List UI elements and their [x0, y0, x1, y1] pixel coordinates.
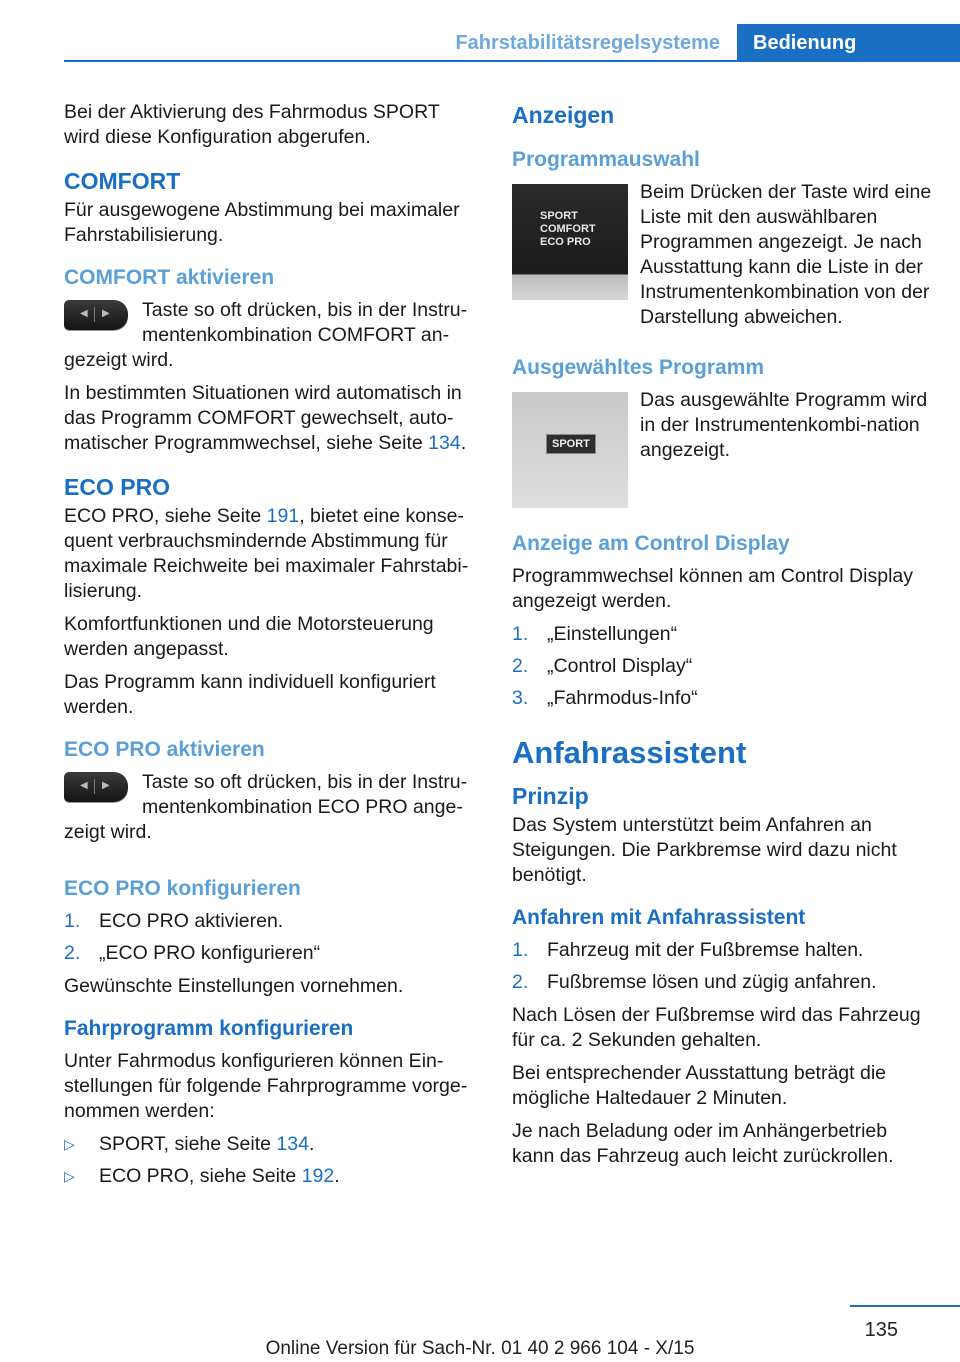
- list-item: 1. „Einstellungen“: [512, 623, 678, 645]
- fahrprogramm-list: [64, 1132, 476, 1189]
- arrow-left-icon: ◀: [80, 308, 88, 319]
- ecopro-paragraph-1: ECO PRO, siehe Seite 191, bietet eine konse‐quent verbrauchsmindernde Abstimmung für maximale Reichweite bei maximaler Fahrstabi‐lisierung.: [64, 505, 469, 602]
- anfahren-steps: [512, 938, 932, 995]
- right-column: [512, 100, 932, 1177]
- intro-paragraph: Bei der Aktivierung des Fahrmodus SPORT wird diese Konfiguration abgerufen.: [64, 101, 440, 148]
- ecopro-activate-block: [64, 770, 476, 853]
- selected-program-display-image: [512, 392, 628, 508]
- running-header-tab: Bedienung: [737, 24, 960, 62]
- control-display-steps: [512, 622, 932, 711]
- list-item: ▷ SPORT, siehe Seite 134.: [64, 1133, 315, 1155]
- mode-button-icon: [64, 772, 128, 802]
- running-header-section: Fahrstabilitätsregelsysteme: [455, 32, 720, 54]
- footer-text: Online Version für Sach-Nr. 01 40 2 966 104 - X/15: [265, 1338, 695, 1359]
- page-link-192[interactable]: 192: [301, 1165, 335, 1187]
- list-item: 1. ECO PRO aktivieren.: [64, 910, 284, 932]
- list-item: 2. Fußbremse lösen und zügig anfahren.: [512, 971, 877, 993]
- ecopro-configure-heading: ECO PRO konfigurieren: [64, 877, 301, 900]
- ecopro-paragraph-2: Komfortfunktionen und die Motorsteuerung werden angepasst.: [64, 613, 434, 660]
- list-item: 2. „Control Display“: [512, 655, 693, 677]
- ecopro-activate-heading: ECO PRO aktivieren: [64, 738, 265, 761]
- list-item: 1. Fahrzeug mit der Fußbremse halten.: [512, 939, 864, 961]
- comfort-paragraph: Für ausgewogene Abstimmung bei maximaler Fahrstabilisierung.: [64, 199, 460, 246]
- left-column: [64, 100, 476, 1197]
- comfort-activate-paragraph: Taste so oft drücken, bis in der Instru‐mentenkombination COMFORT an‐gezeigt wird.: [64, 299, 468, 371]
- ausgewaehltes-programm-block: [512, 388, 932, 514]
- page-number: 135: [864, 1319, 898, 1341]
- sport-badge: SPORT: [546, 434, 596, 454]
- control-display-paragraph: Programmwechsel können am Control Display angezeigt werden.: [512, 565, 913, 612]
- button-divider: [94, 307, 95, 322]
- list-item: ▷ ECO PRO, siehe Seite 192.: [64, 1165, 340, 1187]
- anfahren-paragraph-2: Bei entsprechender Ausstattung beträgt die mögliche Haltedauer 2 Minuten.: [512, 1062, 887, 1109]
- fahrprogramm-paragraph: Unter Fahrmodus konfigurieren können Ein‐stellungen für folgende Fahrprogramme vorge‐nommen werden:: [64, 1050, 468, 1122]
- header-rule: [64, 60, 960, 62]
- fahrprogramm-heading: Fahrprogramm konfigurieren: [64, 1017, 354, 1040]
- comfort-activate-heading: COMFORT aktivieren: [64, 266, 275, 289]
- triangle-marker-icon: ▷: [64, 1136, 75, 1152]
- ecopro-paragraph-3: Das Programm kann individuell konfiguriert werden.: [64, 671, 436, 718]
- program-list-display-image: [512, 184, 628, 300]
- mode-button-icon: [64, 300, 128, 330]
- page-link-134[interactable]: 134: [428, 432, 461, 454]
- prinzip-paragraph: Das System unterstützt beim Anfahren an Steigungen. Die Parkbremse wird dazu nicht benötigt.: [512, 814, 897, 886]
- ecopro-configure-steps: [64, 909, 476, 966]
- anfahren-paragraph-1: Nach Lösen der Fußbremse wird das Fahrzeug für ca. 2 Sekunden gehalten.: [512, 1004, 921, 1051]
- page-number-rule: [850, 1305, 960, 1307]
- arrow-right-icon: ▶: [102, 780, 110, 791]
- programmauswahl-paragraph: Beim Drücken der Taste wird eine Liste mit den auswählbaren Programmen angezeigt. Je nach Ausstattung kann die Liste in der Instrumentenkombination von der Darstellung abweichen.: [640, 181, 932, 328]
- ecopro-configure-after: Gewünschte Einstellungen vornehmen.: [64, 975, 404, 997]
- ausgewaehltes-programm-heading: Ausgewähltes Programm: [512, 356, 765, 379]
- arrow-left-icon: ◀: [80, 780, 88, 791]
- comfort-auto-paragraph: In bestimmten Situationen wird automatisch in das Programm COMFORT gewechselt, auto‐matischer Programmwechsel, siehe Seite 134.: [64, 382, 467, 454]
- control-display-heading: Anzeige am Control Display: [512, 532, 790, 555]
- arrow-right-icon: ▶: [102, 308, 110, 319]
- list-item: 2. „ECO PRO konfigurieren“: [64, 942, 321, 964]
- programmauswahl-block: [512, 180, 932, 338]
- prinzip-heading: Prinzip: [512, 783, 589, 809]
- programmauswahl-heading: Programmauswahl: [512, 148, 700, 171]
- program-list: SPORT COMFORT ECO PRO: [540, 210, 596, 248]
- comfort-activate-block: [64, 298, 476, 381]
- ecopro-activate-paragraph: Taste so oft drücken, bis in der Instru‐mentenkombination ECO PRO ange‐zeigt wird.: [64, 771, 468, 843]
- button-divider: [94, 779, 95, 794]
- anzeigen-heading: Anzeigen: [512, 102, 615, 128]
- list-item: 3. „Fahrmodus-Info“: [512, 687, 698, 709]
- page-link-191[interactable]: 191: [266, 505, 300, 527]
- page-link-134[interactable]: 134: [276, 1133, 309, 1155]
- comfort-heading: COMFORT: [64, 168, 181, 194]
- anfahren-paragraph-3: Je nach Beladung oder im Anhängerbetrieb kann das Fahrzeug auch leicht zurückrollen.: [512, 1120, 894, 1167]
- triangle-marker-icon: ▷: [64, 1168, 75, 1184]
- ausgewaehltes-programm-paragraph: Das ausgewählte Programm wird in der Instrumentenkombi‐nation angezeigt.: [640, 389, 928, 461]
- anfahrassistent-heading: Anfahrassistent: [512, 735, 747, 770]
- anfahren-heading: Anfahren mit Anfahrassistent: [512, 906, 806, 929]
- ecopro-heading: ECO PRO: [64, 474, 171, 500]
